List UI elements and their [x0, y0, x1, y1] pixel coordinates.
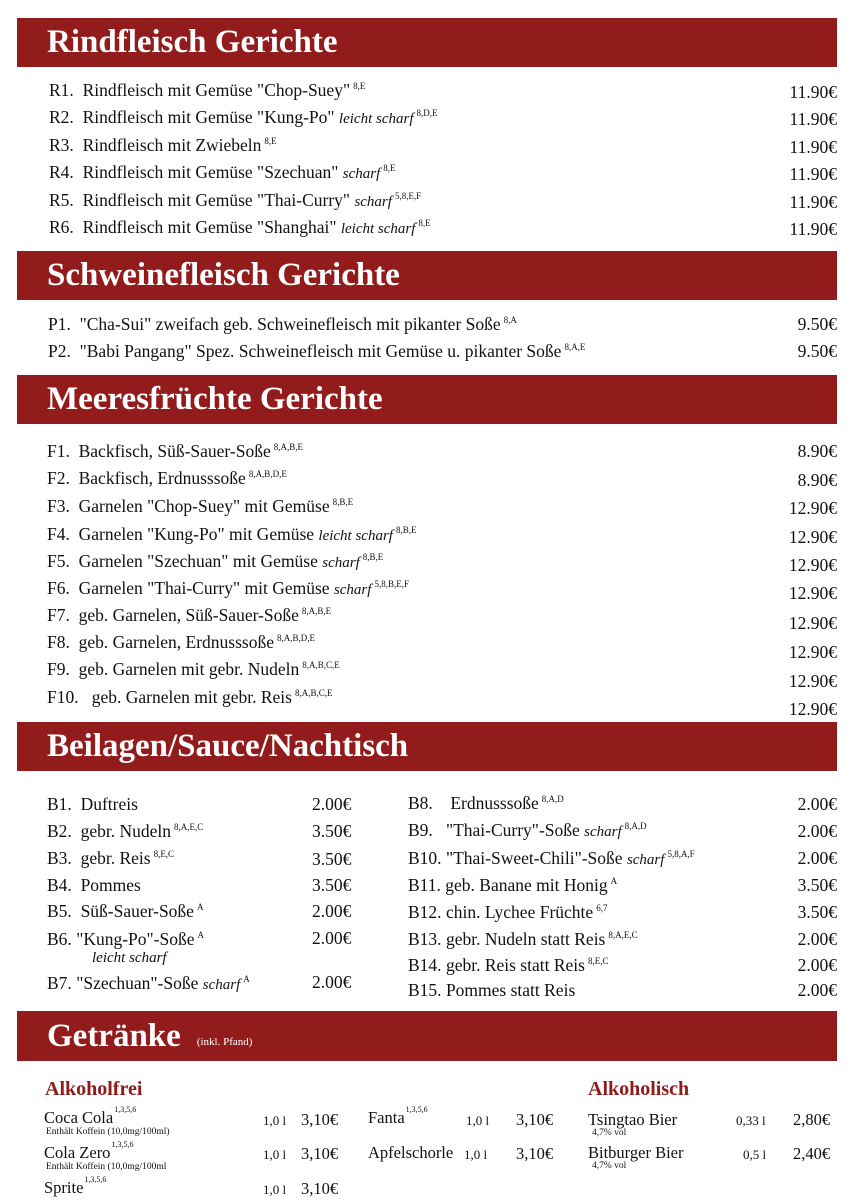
spice-note: leicht scharf	[92, 950, 167, 966]
menu-item: P1. "Cha-Sui" zweifach geb. Schweinefleisch mit pikanter Soße $^{8,A}$	[48, 314, 517, 334]
item-price: 2.00€	[312, 794, 352, 814]
item-price: 9.50€	[797, 314, 837, 334]
menu-item: B1. Duftreis	[47, 794, 138, 814]
menu-item: B3. gebr. Reis $^{8,E,C}$	[47, 848, 175, 868]
item-price: 2.00€	[312, 901, 352, 921]
item-price: 3.50€	[312, 821, 352, 841]
nonalcoholic-heading: Alkoholfrei	[45, 1078, 143, 1100]
item-price: 12.90€	[788, 583, 837, 603]
section-title: Getränke	[47, 1018, 181, 1054]
item-price: 3.50€	[797, 875, 837, 895]
item-price: 8.90€	[797, 470, 837, 490]
drink-price: 3,10€	[516, 1144, 554, 1163]
drink-info: Enthält Koffein (10,0mg/100ml)	[46, 1127, 170, 1137]
drink-name: Bitburger Bier	[588, 1143, 684, 1162]
section-title: Meeresfrüchte Gerichte	[47, 381, 383, 417]
drink-info: 4,7% vol	[592, 1161, 627, 1171]
drink-name: Tsingtao Bier	[588, 1110, 678, 1129]
drink-name: Apfelschorle	[368, 1143, 454, 1162]
item-price: 12.90€	[788, 555, 837, 575]
item-price: 8.90€	[797, 441, 837, 461]
menu-item: B12. chin. Lychee Früchte $^{6,7}$	[408, 902, 608, 922]
menu-item: B15. Pommes statt Reis	[408, 980, 576, 1000]
item-price: 11.90€	[789, 164, 837, 184]
section-title: Beilagen/Sauce/Nachtisch	[47, 728, 409, 764]
menu-item: R4. Rindfleisch mit Gemüse "Szechuan" scharf $^{8,E}$	[49, 162, 396, 182]
menu-item: F8. geb. Garnelen, Erdnusssoße $^{8,A,B,D,E}$	[47, 632, 315, 652]
menu-item: B5. Süß-Sauer-Soße $^A$	[47, 901, 204, 921]
drink-volume: 1,0 l	[464, 1147, 488, 1162]
item-price: 12.90€	[788, 671, 837, 691]
menu-item: F4. Garnelen "Kung-Po" mit Gemüse leicht scharf $^{8,B,E}$	[47, 524, 417, 544]
item-price: 2.00€	[797, 929, 837, 949]
drink-price: 3,10€	[301, 1144, 339, 1163]
drink-info: Enthält Koffein (10,0mg/100ml	[46, 1162, 167, 1172]
deposit-note: (inkl. Pfand)	[196, 1036, 253, 1049]
menu-item: B2. gebr. Nudeln $^{8,A,E,C}$	[47, 821, 204, 841]
item-price: 2.00€	[312, 928, 352, 948]
menu-item: F3. Garnelen "Chop-Suey" mit Gemüse $^{8,B,E}$	[47, 496, 354, 516]
menu-item: P2. "Babi Pangang" Spez. Schweinefleisch mit Gemüse u. pikanter Soße $^{8,A,E}$	[48, 341, 586, 361]
menu-item: F9. geb. Garnelen mit gebr. Nudeln $^{8,A,B,C,E}$	[47, 659, 340, 679]
menu-item: F7. geb. Garnelen, Süß-Sauer-Soße $^{8,A,B,E}$	[47, 605, 332, 625]
drink-price: 3,10€	[301, 1110, 339, 1129]
item-price: 11.90€	[789, 192, 837, 212]
drink-volume: 1,0 l	[263, 1113, 287, 1128]
menu-item: B14. gebr. Reis statt Reis $^{8,E,C}$	[408, 955, 609, 975]
item-price: 2.00€	[312, 972, 352, 992]
item-price: 2.00€	[797, 980, 837, 1000]
menu-item: F2. Backfisch, Erdnusssoße $^{8,A,B,D,E}$	[47, 468, 287, 488]
drink-price: 2,40€	[793, 1144, 831, 1163]
drink-name: Sprite$^{1,3,5,6}$	[44, 1175, 107, 1197]
section-title: Schweinefleisch Gerichte	[47, 257, 400, 293]
section-title: Rindfleisch Gerichte	[47, 24, 338, 60]
item-price: 12.90€	[788, 699, 837, 719]
menu-item: B10. "Thai-Sweet-Chili"-Soße scharf $^{5,8,A,F}$	[408, 848, 695, 868]
menu-item: R1. Rindfleisch mit Gemüse "Chop-Suey" $^{8,E}$	[49, 80, 366, 100]
item-price: 11.90€	[789, 109, 837, 129]
item-price: 3.50€	[312, 875, 352, 895]
menu-item: B6. "Kung-Po"-Soße $^A$	[47, 929, 205, 949]
section-banner-drinks	[17, 1011, 837, 1061]
drink-price: 3,10€	[301, 1179, 339, 1198]
drink-volume: 1,0 l	[263, 1147, 287, 1162]
menu-item: B9. "Thai-Curry"-Soße scharf $^{8,A,D}$	[408, 820, 647, 840]
item-price: 2.00€	[797, 821, 837, 841]
menu-item: F10. geb. Garnelen mit gebr. Reis $^{8,A,B,C,E}$	[47, 687, 333, 707]
drink-price: 2,80€	[793, 1110, 831, 1129]
menu-item: B13. gebr. Nudeln statt Reis $^{8,A,E,C}$	[408, 929, 638, 949]
drink-volume: 0,5 l	[743, 1147, 767, 1162]
section-banner-pork	[17, 251, 837, 300]
item-price: 3.50€	[797, 902, 837, 922]
item-price: 9.50€	[797, 341, 837, 361]
item-price: 12.90€	[788, 613, 837, 633]
section-banner-seafood	[17, 375, 837, 424]
menu-item: B4. Pommes	[47, 875, 141, 895]
menu-item: R3. Rindfleisch mit Zwiebeln $^{8,E}$	[49, 135, 277, 155]
drink-name: Coca Cola$^{1,3,5,6}$	[44, 1105, 137, 1127]
section-banner-beef	[17, 18, 837, 67]
menu-item: F1. Backfisch, Süß-Sauer-Soße $^{8,A,B,E}$	[47, 441, 303, 461]
menu-item: B11. geb. Banane mit Honig $^A$	[408, 875, 618, 895]
drink-price: 3,10€	[516, 1110, 554, 1129]
menu-item: R2. Rindfleisch mit Gemüse "Kung-Po" leicht scharf $^{8,D,E}$	[49, 107, 438, 127]
item-price: 11.90€	[789, 219, 837, 239]
menu-item: F5. Garnelen "Szechuan" mit Gemüse scharf $^{8,B,E}$	[47, 551, 384, 571]
menu-item: B7. "Szechuan"-Soße scharf $^A$	[47, 973, 250, 993]
item-price: 12.90€	[788, 642, 837, 662]
menu-item: R5. Rindfleisch mit Gemüse "Thai-Curry" scharf $^{5,8,E,F}$	[49, 190, 422, 210]
item-price: 2.00€	[797, 794, 837, 814]
item-price: 11.90€	[789, 82, 837, 102]
menu-item: B8. Erdnusssoße $^{8,A,D}$	[408, 793, 564, 813]
section-banner-sides	[17, 722, 837, 771]
drink-name: Cola Zero$^{1,3,5,6}$	[44, 1140, 134, 1162]
item-price: 2.00€	[797, 848, 837, 868]
item-price: 2.00€	[797, 955, 837, 975]
drink-name: Fanta$^{1,3,5,6}$	[368, 1105, 428, 1127]
alcoholic-heading: Alkoholisch	[588, 1078, 690, 1100]
item-price: 11.90€	[789, 137, 837, 157]
menu-item: F6. Garnelen "Thai-Curry" mit Gemüse scharf $^{5,8,B,E,F}$	[47, 578, 409, 598]
drink-volume: 0,33 l	[736, 1113, 766, 1128]
drink-volume: 1,0 l	[263, 1182, 287, 1197]
drink-info: 4,7% vol	[592, 1128, 627, 1138]
item-price: 12.90€	[788, 498, 837, 518]
menu-item: R6. Rindfleisch mit Gemüse "Shanghai" leicht scharf $^{8,E}$	[49, 217, 431, 237]
item-price: 3.50€	[312, 849, 352, 869]
item-price: 12.90€	[788, 527, 837, 547]
drink-volume: 1,0 l	[466, 1113, 490, 1128]
